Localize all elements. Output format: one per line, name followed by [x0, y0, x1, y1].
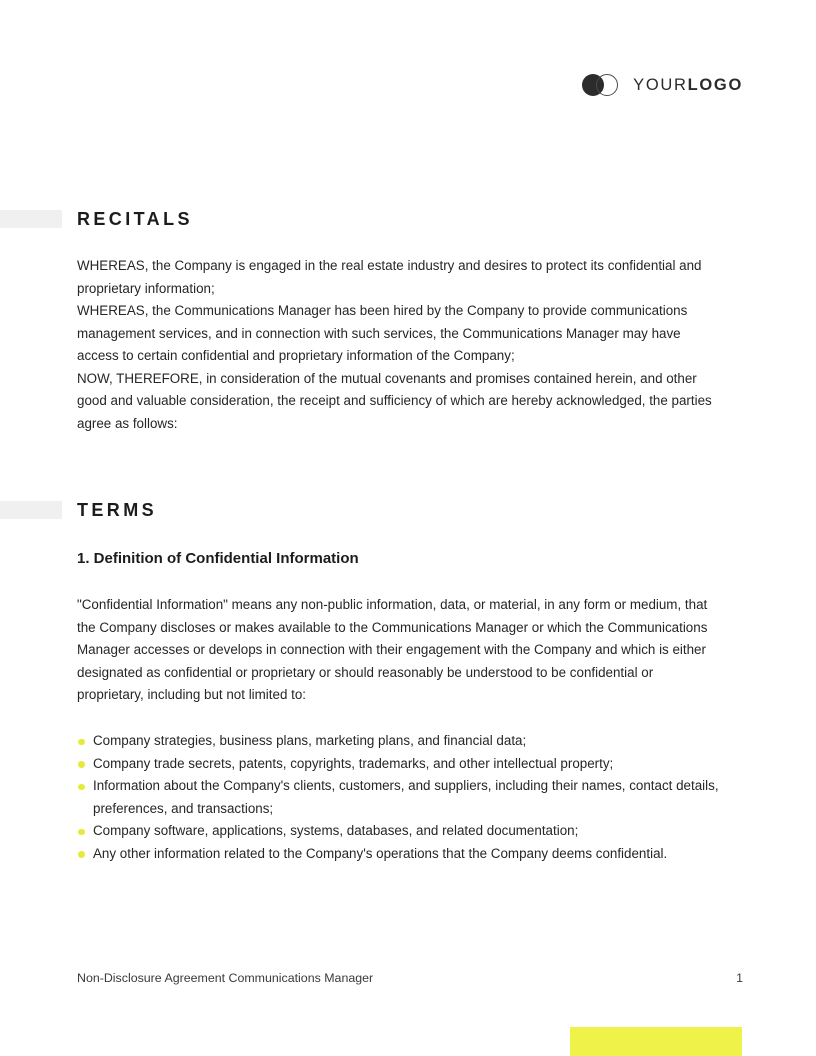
- page-footer: [77, 969, 743, 987]
- list-item: [77, 730, 722, 753]
- list-item: [77, 820, 722, 843]
- logo-text-bold: LOGO: [687, 75, 743, 94]
- section-heading-recitals: [0, 208, 816, 230]
- logo-outline-circle: [596, 74, 618, 96]
- footer-title: Non-Disclosure Agreement Communications Manager: [77, 971, 374, 985]
- list-item: [77, 775, 722, 820]
- list-item-text: Company trade secrets, patents, copyrights, trademarks, and other intellectual property;: [93, 755, 614, 771]
- bullet-dot-icon: [78, 784, 85, 791]
- clause-1-body: [77, 594, 722, 707]
- section-title-terms: TERMS: [77, 500, 157, 520]
- section-accent-bar: [0, 501, 62, 519]
- list-item-text: Company software, applications, systems, databases, and related documentation;: [93, 823, 579, 838]
- footer-page-number: 1: [736, 971, 743, 985]
- section-heading-terms: [0, 499, 816, 521]
- logo: [582, 72, 743, 98]
- list-item: [77, 843, 722, 866]
- clause-1-paragraph: "Confidential Information" means any non-public information, data, or material, in any form or medium, that the Company discloses or makes available to the Communications Manager or which the Communications Manager accesses or develops in connection with their engagement with the Company and which is either designated as confidential or proprietary or should reasonably be understood to be confidential or proprietary, including but not limited to:: [77, 597, 708, 702]
- bullet-dot-icon: [78, 739, 85, 746]
- list-item: [77, 753, 722, 776]
- section-accent-bar: [0, 210, 62, 228]
- two-circles-logo-icon: [582, 74, 624, 96]
- recitals-paragraph-1: WHEREAS, the Company is engaged in the real estate industry and desires to protect its confidential and proprietary information;: [77, 258, 702, 296]
- list-item-text: Company strategies, business plans, marketing plans, and financial data;: [93, 733, 527, 748]
- section-title-recitals: RECITALS: [77, 209, 193, 229]
- recitals-paragraph-2: WHEREAS, the Communications Manager has been hired by the Company to provide communications management services, and in connection with such services, the Communications Manager may have access to certain confidential and proprietary information of the Company;: [77, 303, 688, 363]
- recitals-paragraph-3: NOW, THEREFORE, in consideration of the mutual covenants and promises contained herein, and other good and valuable consideration, the receipt and sufficiency of which are hereby acknowledged, the parties agree as follows:: [77, 370, 712, 431]
- bottom-accent-bar: [570, 1027, 742, 1056]
- clause-subheading-1: 1. Definition of Confidential Information: [77, 550, 359, 567]
- list-item-text: Any other information related to the Company's operations that the Company deems confidential.: [93, 845, 668, 861]
- logo-text-light: YOUR: [633, 75, 688, 94]
- confidential-information-list: [77, 730, 722, 865]
- recitals-body: [77, 255, 722, 435]
- list-item-text: Information about the Company's clients, customers, and suppliers, including their names, contact details, preferences, and transactions;: [93, 778, 719, 816]
- bullet-dot-icon: [78, 829, 85, 836]
- bullet-dot-icon: [78, 851, 85, 858]
- bullet-dot-icon: [78, 761, 85, 768]
- logo-text: [633, 77, 743, 94]
